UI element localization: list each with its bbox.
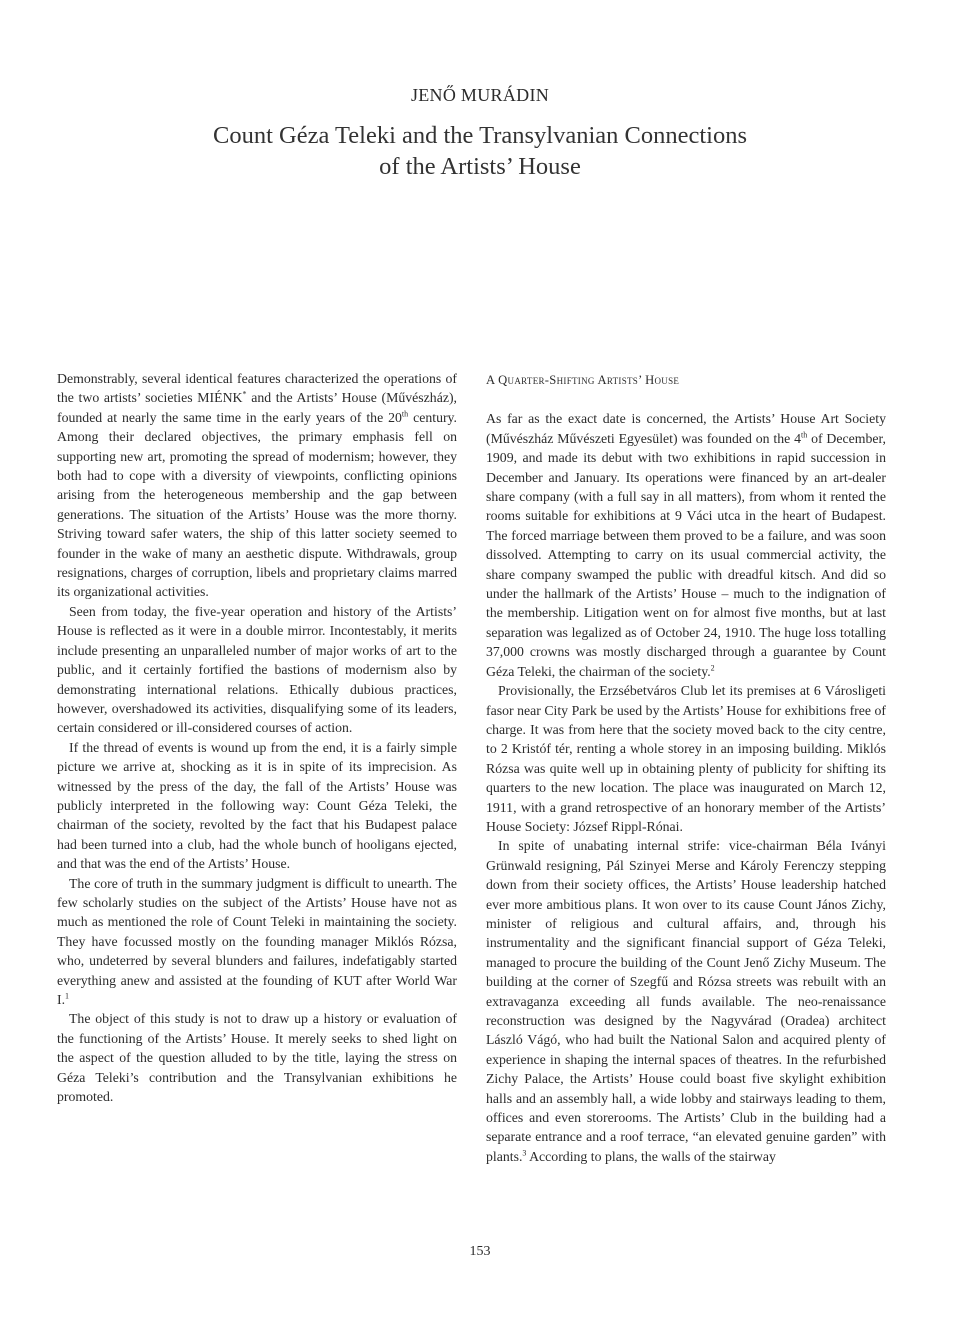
ordinal-suffix: th [801, 430, 808, 440]
paragraph: Seen from today, the five-year operation and history of the Artists’ House is reflected as it were in a double mirror. Incontestably, it merits include presenting an unparalleled number of major works of art to the public, and it certainly fortified the bastions of modernism also by demonstrating international relations. Ethically dubious practices, however, overshadowed its activities, disqualifying some of its leaders, certain considered or ill-considered courses of action. [57, 603, 457, 736]
page-number: 153 [469, 1244, 491, 1259]
paragraph: The core of truth in the summary judgment is difficult to unearth. The few scholarly studies on the subject of the Artists’ House have not as much as mentioned the role of Count Teleki in maintaining the society. They have focussed mostly on the founding manager Miklós Rózsa, who, undeterred by several blunders and failures, indefatigably started everything anew and assisted at the founding of KUT after World War I.$^1$ [57, 875, 457, 1007]
footnote-marker: 2 [710, 663, 715, 673]
article-title [0, 120, 960, 182]
footnote-marker: 3 [522, 1148, 527, 1158]
paragraph: Provisionally, the Erzsébetváros Club let its premises at 6 Városligeti fasor near City Park be used by the Artists’ House for exhibitions free of charge. It was from here that the society moved back to the city centre, to 2 Kristóf tér, renting a whole storey in an imposing building. Miklós Rózsa was quite well up in obtaining plenty of publicity for shifting its quarters to the new location. The place was inaugurated on March 12, 1911, with a grand retrospective of an honorary member of the Artists’ House Society: József Rippl-Rónai. [486, 683, 886, 834]
paragraph: In spite of unabating internal strife: vice-chairman Béla Iványi Grünwald resigning, Pál Szinyei Merse and Károly Ferenczy stepping down from their society offices, the Artists’ House leadership hatched ever more ambitious plans. It won over to its cause Count János Zichy, minister of religious and cultural affairs, and, through his instrumentality and the significant financial support of Géza Teleki, managed to procure the building of the Count Jenő Zichy Museum. The building at the corner of Szegfű and Rózsa streets was rebuilt with an extravaganza exceeding all funds available. The neo-renaissance reconstruction was designed by the Nagyvárad (Oradea) architect László Vágó, who had built the National Salon and acquired plenty of experience in shaping the internal spaces of theatres. In the refurbished Zichy Palace, the Artists’ House could boast five skylight exhibition halls and an assembly hall, a wide lobby and stairways leading to them, offices and even storerooms. The Artists’ Club in the building had a separate entrance and a roof terrace, “an elevated genuine garden” with plants.$^3$ According to plans, the walls of the stairway [486, 838, 886, 1164]
footnote-marker: 1 [65, 991, 70, 1001]
paragraph: If the thread of events is wound up from the end, it is a fairly simple picture we arrive at, shocking as it is in spite of its imprecision. As witnessed by the press of the day, the fall of the Artists’ House was publicly interpreted in the following way: Count Géza Teleki, the chairman of the society, revolted by the fact that his Budapest palace had been turned into a club, had the whole bunch of hooligans ejected, and that was the end of the Artists’ House. [57, 739, 457, 872]
section-heading: A Quarter-Shifting Artists’ House [486, 373, 680, 387]
author-name: JENŐ MURÁDIN [410, 85, 550, 105]
paragraph: As far as the exact date is concerned, the Artists’ House Art Society (Művészház Művészeti Egyesület) was founded on the 4th of December, 1909, and made its debut with two exhibitions in rapid succession in December and January. Its operations were financed by an art-dealer share company (with a full say in all matters), from whom it rented the rooms suitable for exhibitions at 9 Váci utca in the heart of Budapest. The forced marriage between them proved to be a failure, and was soon dissolved. Attempting to carry on its usual commercial activity, the share company swamped the public with dreadful kitsch. And did so under the hallmark of the Artists’ House – much to the indignation of the membership. Litigation went on for almost five months, but at last separation was legalized as of October 24, 1910. The huge loss totalling 37,000 crowns was mostly discharged through a guarantee by Count Géza Teleki, the chairman of the society.$^2$ [486, 411, 886, 679]
ordinal-suffix: th [401, 409, 409, 419]
paragraph: Demonstrably, several identical features characterized the operations of the two artists’ societies MIÉNK* and the Artists’ House (Művészház), founded at nearly the same time in the early years of the 20th century. Among their declared objectives, the primary emphasis fell on supporting new art, promoting the spread of modernism; however, they both had to cope with a diversity of viewpoints, conflicting opinions arising from the heterogeneous membership and the gap between generations. The situation of the Artists’ House was the more thorny. Striving toward safer waters, the ship of this latter society seemed to founder in the wake of many an aesthetic dispute. Withdrawals, group resignations, charges of corruption, libels and proprietary claims marred its organizational activities. [57, 371, 458, 600]
title-line-1: Count Géza Teleki and the Transylvanian Connections [212, 122, 748, 149]
title-line-2: of the Artists’ House [379, 153, 581, 180]
left-column [57, 369, 457, 1106]
paragraph: The object of this study is not to draw up a history or evaluation of the functioning of the Artists’ House. It merely seeks to shed light on the aspect of the question alluded to by the title, laying the stress on Géza Teleki’s contribution and the Transylvanian exhibitions he promoted. [57, 1011, 457, 1105]
footnote-marker: * [242, 389, 247, 399]
right-column [486, 369, 886, 1166]
